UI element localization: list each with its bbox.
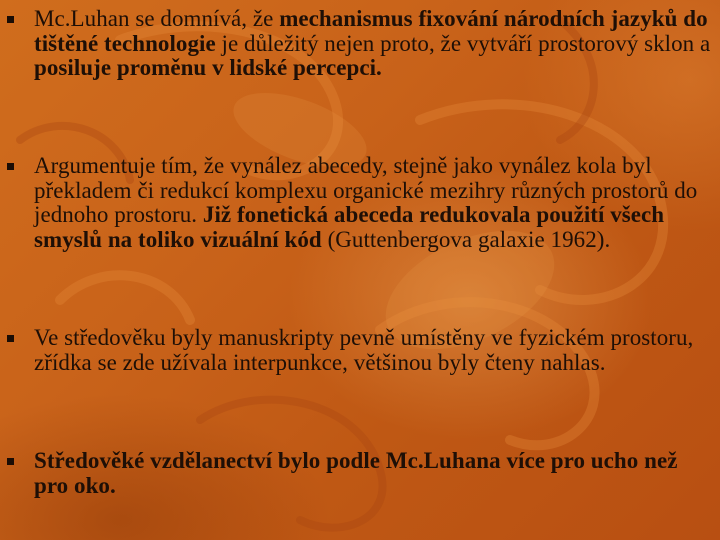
text-segment: (Guttenbergova galaxie 1962). <box>321 226 611 252</box>
bold-text-segment: Již fonetická abeceda redukovala použití všech smyslů na toliko vizuální kód <box>34 202 665 252</box>
bullet-text <box>34 449 714 498</box>
text-segment: Ve středověku byly manuskripty pevně umístěny ve fyzickém prostoru, zřídka se zde užívala interpunkce, většinou byly čteny nahlas. <box>34 325 694 375</box>
text-segment: je důležitý nejen proto, že vytváří prostorový sklon a <box>215 30 711 56</box>
bullet-text <box>34 7 714 81</box>
bullet-square-icon <box>7 163 14 170</box>
bullet-square-icon <box>7 335 14 342</box>
bullet-square-icon <box>7 16 14 23</box>
bold-text-segment: Středověké vzdělanectví bylo podle Mc.Luhana více pro ucho než pro oko. <box>34 448 678 498</box>
bullet-square-icon <box>7 458 14 465</box>
bullet-text <box>34 154 714 252</box>
text-segment: Argumentuje tím, že vynález abecedy, stejně jako vynález kola byl překladem či redukcí komplexu organické mezihry různých prostorů do jednoho prostoru. <box>34 153 698 227</box>
bullet-text <box>34 326 714 375</box>
bold-text-segment: posiluje proměnu v lidské percepci. <box>34 55 382 80</box>
text-segment: Mc.Luhan se domnívá, že <box>34 6 280 31</box>
bold-text-segment: mechanismus fixování národních jazyků do tištěné technologie <box>34 6 708 56</box>
